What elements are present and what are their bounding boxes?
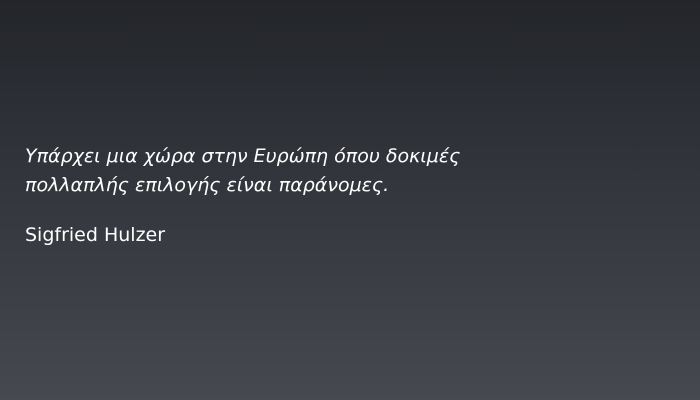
quote-author: Sigfried Hulzer: [25, 224, 166, 246]
quote-text: Υπάρχει μια χώρα στην Ευρώπη όπου δοκιμές πολλαπλής επιλογής είναι παράνομες.: [25, 145, 461, 196]
quote-card: [25, 142, 665, 247]
